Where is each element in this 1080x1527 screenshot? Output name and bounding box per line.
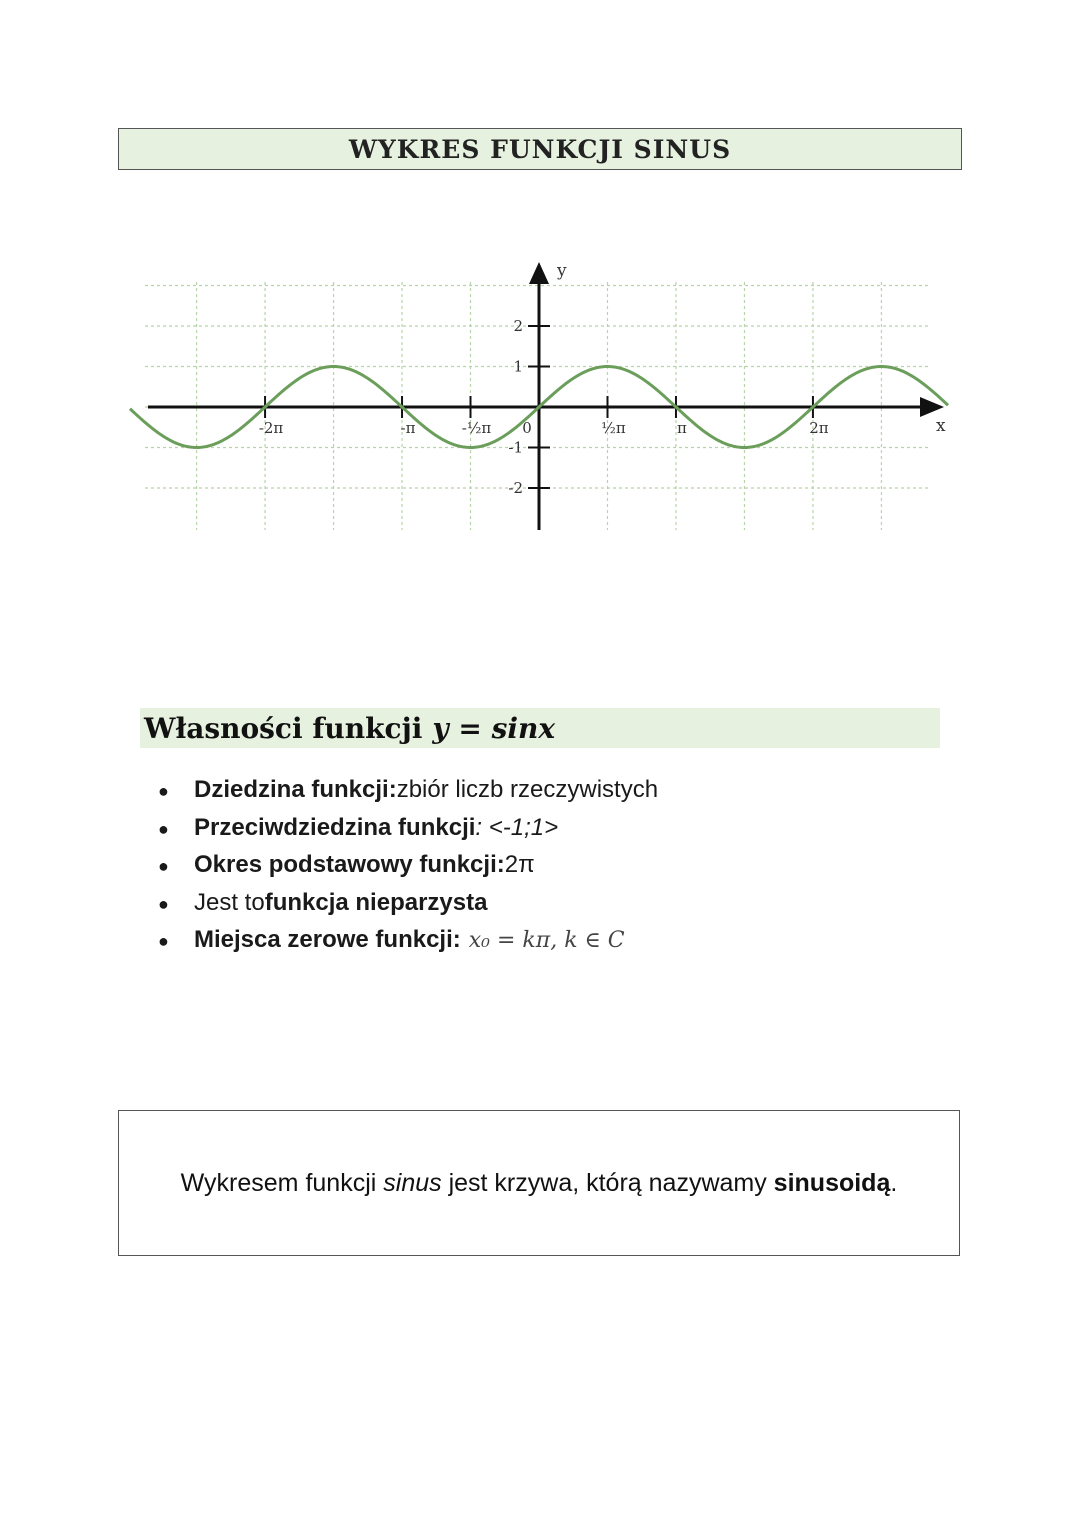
- list-item: [158, 772, 658, 810]
- y-tick-label: 2: [513, 317, 523, 335]
- note-box: [118, 1110, 960, 1256]
- range-value: : <-1;1>: [475, 813, 559, 841]
- zeros-formula: x₀ = kπ, k ∈ C: [468, 928, 625, 953]
- domain-label: Dziedzina funkcji:: [194, 776, 397, 803]
- x-tick-label: 0: [522, 419, 532, 437]
- list-item: [158, 847, 658, 885]
- x-tick-label: -2π: [258, 419, 284, 437]
- title-box: [118, 128, 962, 170]
- x-tick-label: π: [677, 419, 687, 437]
- period-label: Okres podstawowy funkcji:: [194, 851, 505, 878]
- x-axis-label: x: [936, 416, 946, 436]
- parity-prefix: Jest to: [194, 888, 265, 916]
- x-tick-label: ½π: [601, 419, 626, 437]
- list-item: [158, 922, 658, 960]
- y-axis-label: y: [557, 261, 567, 281]
- range-label: Przeciwdziedzina funkcji: [194, 813, 476, 841]
- properties-heading-text: Własności funkcji: [144, 711, 423, 745]
- bullet-icon: ●: [158, 856, 169, 876]
- properties-heading: [140, 708, 940, 748]
- list-item: [158, 810, 658, 848]
- bullet-icon: ●: [158, 818, 169, 839]
- properties-heading-math: y = sinx: [432, 711, 556, 745]
- bullet-icon: ●: [158, 781, 169, 801]
- x-tick-label: 2π: [809, 419, 829, 437]
- sine-chart: [0, 240, 1080, 540]
- note-text: Wykresem funkcji sinus jest krzywa, którą nazywamy sinusoidą.: [180, 1168, 898, 1197]
- list-item: [158, 885, 658, 923]
- x-tick-label: -½π: [461, 419, 492, 437]
- bullet-icon: ●: [158, 931, 169, 951]
- y-tick-label: 1: [513, 357, 523, 376]
- y-tick-label: -2: [508, 479, 523, 497]
- period-value: 2π: [504, 851, 535, 878]
- y-axis-arrow-icon: [529, 262, 549, 284]
- bullet-icon: ●: [158, 893, 169, 914]
- domain-value: zbiór liczb rzeczywistych: [396, 776, 659, 803]
- properties-list: [158, 772, 658, 960]
- y-tick-label: -1: [508, 438, 523, 457]
- zeros-label: Miejsca zerowe funkcji:: [194, 926, 461, 953]
- parity-label: funkcja nieparzysta: [264, 888, 488, 916]
- x-tick-label: -π: [400, 419, 416, 437]
- page-title: WYKRES FUNKCJI SINUS: [348, 134, 732, 164]
